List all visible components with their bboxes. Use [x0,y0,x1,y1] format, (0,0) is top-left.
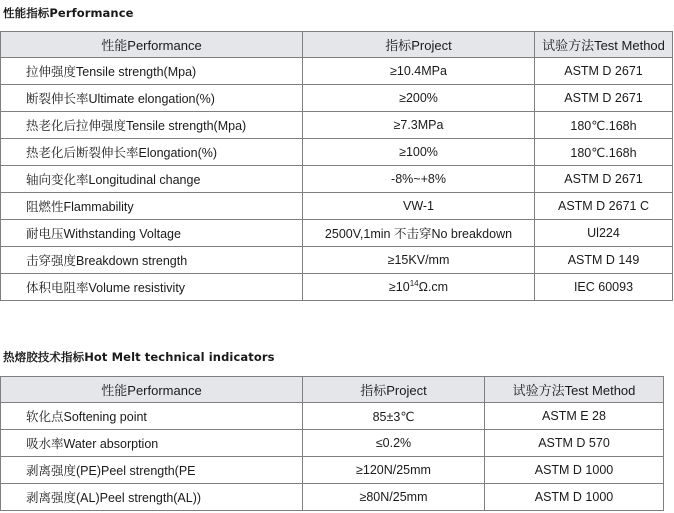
method-cell: Ul224 [535,220,673,247]
project-cell: ≥15KV/mm [303,247,535,274]
project-cell: ≥120N/25mm [303,457,485,484]
performance-cell: 断裂伸长率Ultimate elongation(%) [1,85,303,112]
table-row [1,85,673,112]
project-cell: 85±3℃ [303,403,485,430]
hot-melt-section-title: 热熔胶技术指标Hot Melt technical indicators [3,350,275,364]
project-cell: ≥10.4MPa [303,58,535,85]
table-header-row [1,377,664,403]
performance-cell: 拉伸强度Tensile strength(Mpa) [1,58,303,85]
method-cell: IEC 60093 [535,274,673,301]
performance-cell: 剥离强度(AL)Peel strength(AL)) [1,484,303,511]
table-row [1,403,664,430]
performance-cell: 剥离强度(PE)Peel strength(PE [1,457,303,484]
performance-cell: 阻燃性Flammability [1,193,303,220]
performance-cell: 热老化后拉伸强度Tensile strength(Mpa) [1,112,303,139]
project-cell: ≥100% [303,139,535,166]
method-cell: ASTM D 1000 [485,484,664,511]
performance-cell: 体积电阻率Volume resistivity [1,274,303,301]
table-row [1,58,673,85]
method-cell: ASTM D 2671 [535,85,673,112]
table-row [1,139,673,166]
performance-cell: 击穿强度Breakdown strength [1,247,303,274]
method-cell: ASTM D 149 [535,247,673,274]
table-header-row [1,32,673,58]
method-cell: ASTM E 28 [485,403,664,430]
table-row [1,247,673,274]
table-row [1,457,664,484]
project-cell: VW-1 [303,193,535,220]
header-project: 指标Project [303,32,535,58]
project-prefix: ≥10 [388,280,410,294]
method-cell: ASTM D 2671 [535,58,673,85]
project-cell: ≤0.2% [303,430,485,457]
project-cell: 2500V,1min 不击穿No breakdown [303,220,535,247]
project-cell: -8%~+8% [303,166,535,193]
table-row [1,220,673,247]
header-test-method: 试验方法Test Method [485,377,664,403]
header-performance: 性能Performance [1,32,303,58]
table-row [1,112,673,139]
performance-cell: 轴向变化率Longitudinal change [1,166,303,193]
method-cell: ASTM D 1000 [485,457,664,484]
table-row [1,430,664,457]
project-cell: ≥80N/25mm [303,484,485,511]
table-row [1,484,664,511]
method-cell: 180℃.168h [535,139,673,166]
project-cell: ≥7.3MPa [303,112,535,139]
performance-cell: 热老化后断裂伸长率Elongation(%) [1,139,303,166]
performance-cell: 吸水率Water absorption [1,430,303,457]
performance-section-title: 性能指标Performance [3,6,134,20]
method-cell: 180℃.168h [535,112,673,139]
project-cell: ≥200% [303,85,535,112]
performance-cell: 耐电压Withstanding Voltage [1,220,303,247]
method-cell: ASTM D 570 [485,430,664,457]
performance-cell: 软化点Softening point [1,403,303,430]
performance-table [0,31,673,301]
project-cell [303,274,535,301]
table-row [1,274,673,301]
project-exponent: 14 [409,279,419,288]
header-test-method: 试验方法Test Method [535,32,673,58]
header-performance: 性能Performance [1,377,303,403]
hot-melt-table [0,376,664,511]
method-cell: ASTM D 2671 C [535,193,673,220]
method-cell: ASTM D 2671 [535,166,673,193]
table-row [1,193,673,220]
project-suffix: Ω.cm [418,280,449,294]
table-row [1,166,673,193]
header-project: 指标Project [303,377,485,403]
